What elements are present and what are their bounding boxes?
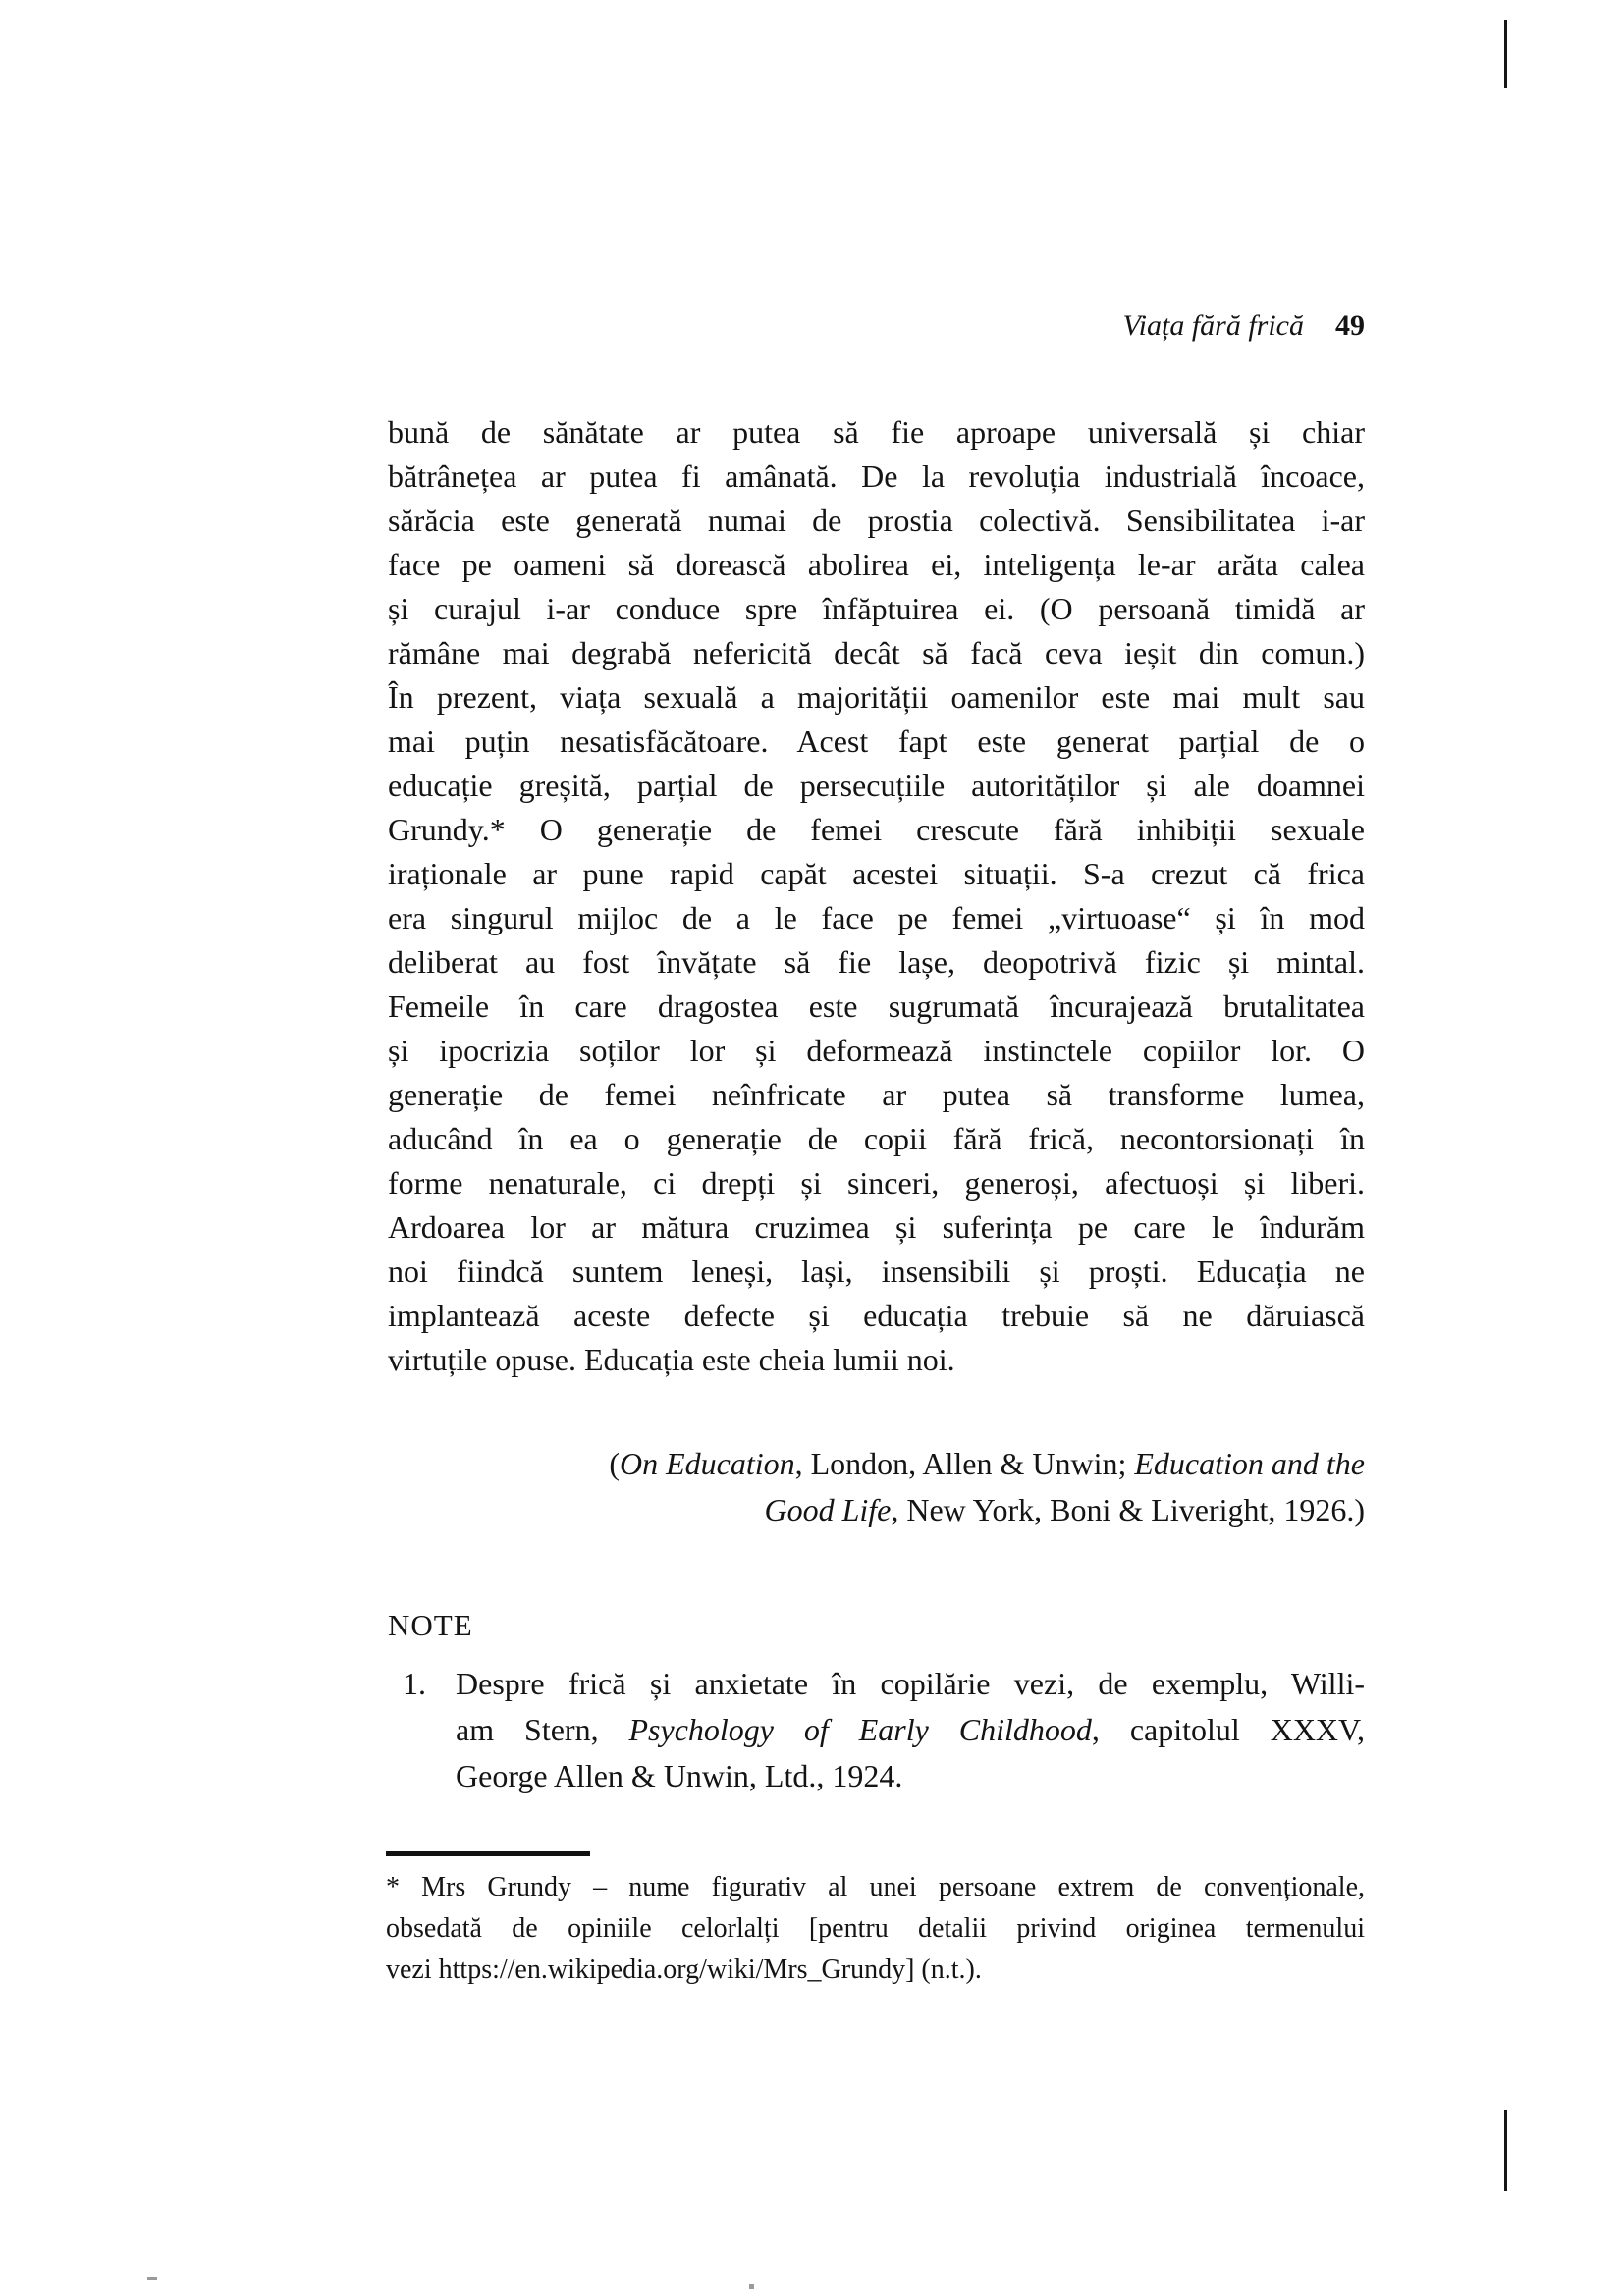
- text-line: virtuțile opuse. Educația este cheia lumii noi.: [388, 1342, 955, 1377]
- text-line: implantează aceste defecte și educația trebuie să ne dăruiască: [388, 1298, 1365, 1333]
- text-line: face pe oameni să dorească abolirea ei, inteligența le-ar arăta calea: [388, 547, 1365, 582]
- text-line: * Mrs Grundy – nume figurativ al unei persoane extrem de convenționale,: [386, 1872, 1365, 1902]
- note-item: [403, 1661, 1365, 1799]
- text-line: și curajul i-ar conduce spre înfăptuirea ei. (O persoană timidă ar: [388, 591, 1365, 626]
- text-line: educație greșită, parțial de persecuțiile autorităților și ale doamnei: [388, 768, 1365, 803]
- text-line: iraționale ar pune rapid capăt acestei situații. S-a crezut că frica: [388, 856, 1365, 891]
- text-line: Grundy.* O generație de femei crescute fără inhibiții sexuale: [388, 812, 1365, 847]
- text-line: aducând în ea o generație de copii fără frică, necontorsionați în: [388, 1121, 1365, 1156]
- running-header-title: Viața fără frică: [1122, 309, 1304, 342]
- text-line: rămâne mai degrabă nefericită decât să facă ceva ieșit din comun.): [388, 635, 1365, 670]
- body-paragraph: [388, 410, 1365, 1382]
- text-line: (On Education, London, Allen & Unwin; Education and the: [609, 1446, 1365, 1481]
- note-text: [456, 1661, 1365, 1799]
- footnote: [386, 1867, 1365, 1991]
- crop-mark-top-right: [1504, 20, 1507, 88]
- text-line: mai puțin nesatisfăcătoare. Acest fapt este generat parțial de o: [388, 723, 1365, 759]
- text-line: Despre frică și anxietate în copilărie vezi, de exemplu, Willi-: [456, 1666, 1365, 1701]
- scan-artifact: [147, 2277, 157, 2280]
- source-citation: [388, 1441, 1365, 1533]
- scan-artifact: [749, 2284, 754, 2289]
- text-line: sărăcia este generată numai de prostia colectivă. Sensibilitatea i-ar: [388, 503, 1365, 538]
- notes-heading: NOTE: [388, 1608, 473, 1642]
- text-line: Femeile în care dragostea este sugrumată încurajează brutalitatea: [388, 988, 1365, 1024]
- page-number: 49: [1335, 309, 1365, 342]
- crop-mark-bottom-right: [1504, 2110, 1507, 2191]
- text-line: George Allen & Unwin, Ltd., 1924.: [456, 1758, 903, 1793]
- text-line: și ipocrizia soților lor și deformează instinctele copiilor lor. O: [388, 1033, 1365, 1068]
- text-line: bătrânețea ar putea fi amânată. De la revoluția industrială încoace,: [388, 458, 1365, 494]
- text-line: am Stern, Psychology of Early Childhood, capitolul XXXV,: [456, 1712, 1366, 1747]
- text-line: generație de femei neînfricate ar putea să transforme lumea,: [388, 1077, 1365, 1112]
- text-line: deliberat au fost învățate să fie lașe, deopotrivă fizic și mintal.: [388, 944, 1365, 980]
- text-line: noi fiindcă suntem leneși, lași, insensibili și proști. Educația ne: [388, 1254, 1365, 1289]
- text-line: În prezent, viața sexuală a majorității oamenilor este mai mult sau: [388, 679, 1365, 715]
- note-number: 1.: [403, 1666, 426, 1701]
- running-header: [1123, 306, 1365, 346]
- text-line: vezi https://en.wikipedia.org/wiki/Mrs_Grundy] (n.t.).: [386, 1954, 982, 1985]
- text-line: forme nenaturale, ci drepți și sinceri, generoși, afectuoși și liberi.: [388, 1165, 1365, 1201]
- text-line: Good Life, New York, Boni & Liveright, 1926.): [764, 1492, 1365, 1527]
- footnote-divider: [386, 1851, 590, 1856]
- text-line: era singurul mijloc de a le face pe femei „virtuoase“ și în mod: [388, 900, 1365, 935]
- text-line: obsedată de opiniile celorlalți [pentru detalii privind originea termenului: [386, 1913, 1365, 1944]
- text-line: bună de sănătate ar putea să fie aproape universală și chiar: [388, 414, 1365, 450]
- text-line: Ardoarea lor ar mătura cruzimea și suferința pe care le îndurăm: [388, 1209, 1365, 1245]
